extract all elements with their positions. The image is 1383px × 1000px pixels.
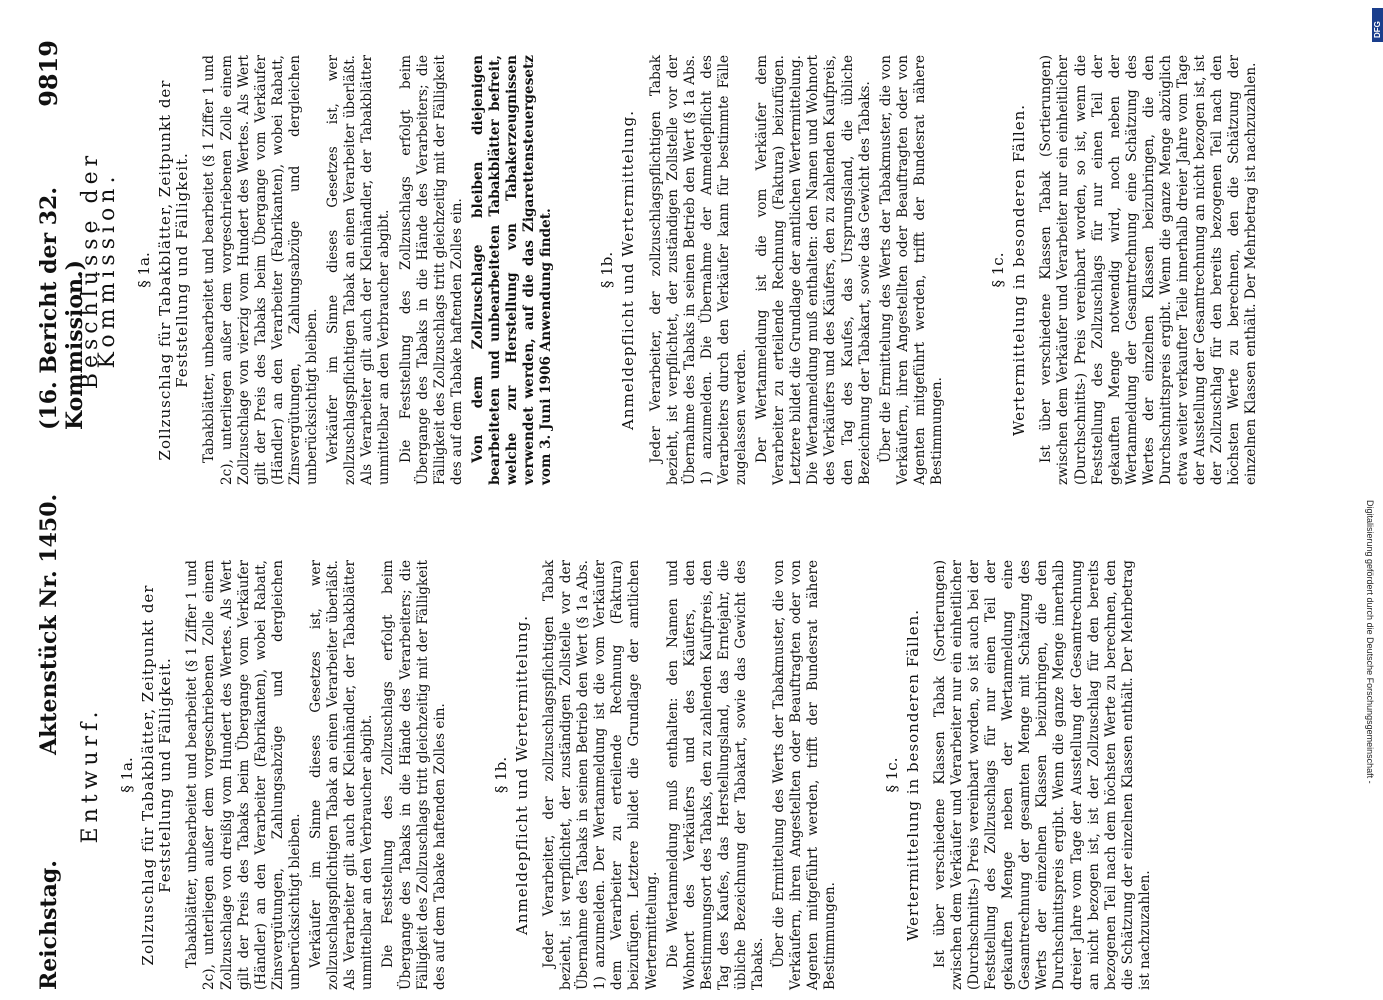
body-text: Der Wertanmeldung ist die vom Verkäufer dem Verarbeiter zu erteilende Rechnung (Faktura) beizufügen. Letztere bildet die Grundlage der amtlichen Wertermittelung. Die Wertanmeldung muß enthalten: den Namen und Wohnort des Verkäufers und des Käufers, den zu zahlenden Kaufpreis, den Tag des Kaufes, das Ursprungsland, die übliche Bezeichnung der Tabakart, sowie das Gewicht des Tabaks. xyxy=(754,55,873,485)
body-text: Über die Ermittelung des Werts der Tabakmuster, die von Verkäufern, ihren Angestellten oder Beauftragten oder von Agenten mitgeführt werden, trifft der Bundesrat nähere Bestimmungen. xyxy=(877,55,946,485)
section-title: Anmeldepflicht und Wertermittelung. xyxy=(512,615,531,935)
body-text: Tabakblätter, unbearbeitet und bearbeitet (§ 1 Ziffer 1 und 2c), unterliegen außer dem vorgeschriebenen Zolle einem Zollzuschlage von vierzig vom Hundert des Wertes. Als Wert gilt der Preis des Tabaks beim Übergange vom Verkäufer (Händler) an den Verarbeiter (Fabrikanten), wobei Rabatt, Zinsvergütungen, Zahlungsabzüge und dergleichen unberücksichtigt bleiben. xyxy=(201,55,321,485)
section-title: Wertermittelung in besonderen Fällen. xyxy=(1010,103,1029,437)
body-text: Verkäufer im Sinne dieses Gesetzes ist, wer zollzuschlagspflichtigen Tabak an einen Verarbeiter überläßt. Als Verarbeiter gilt auch der Kleinhändler, der Tabakblätter unmittelbar an den Verbraucher abgibt. xyxy=(325,55,393,485)
paragraph-number: § 1a. xyxy=(118,757,137,793)
header-document-number: Aktenstück Nr. 1450. xyxy=(36,493,62,755)
rotated-page xyxy=(30,40,1370,990)
body-text: Die Wertanmeldung muß enthalten: den Namen und Wohnort des Verkäufers und des Käufers, den Bestimmungsort des Tabaks, den zu zahlenden Kaufpreis, den Tag des Kaufes, das Herstellungsland, das Erntejahr, die übliche Bezeichnung der Tabakart, sowie das Gewicht des Tabaks. xyxy=(664,560,767,990)
section-title: Anmeldepflicht und Wertermittelung. xyxy=(619,110,638,430)
header-report: (16. Bericht der 32. Kommission.) xyxy=(36,187,88,430)
digitization-credit: Digitalisierung gefördert durch die Deutsche Forschungsgemeinschaft - xyxy=(1365,500,1375,784)
column-heading: Beschlüsse der Kommission. xyxy=(78,150,121,390)
header-left: Reichstag. xyxy=(36,860,62,990)
body-text: Über die Ermittelung des Werts der Tabakmuster, die von Verkäufern, ihren Angestellten oder Beauftragten oder von Agenten mitgeführt werden, trifft der Bundesrat nähere Bestimmungen. xyxy=(771,560,839,990)
body-text: Jeder Verarbeiter, der zollzuschlagspflichtigen Tabak bezieht, ist verpflichtet, der zuständigen Zollstelle vor der Übernahme des Tabaks in seinen Betrieb den Wert (§ 1a Abs. 1) anzumelden. Der Wertanmeldung ist die vom Verkäufer dem Verarbeiter zu erteilende Rechnung (Faktura) beizufügen. Letztere bildet die Grundlage der amtlichen Wertermittelung. xyxy=(540,560,660,990)
dfg-logo: DFG xyxy=(1372,8,1383,42)
section-title: Zollzuschlag für Tabakblätter, Zeitpunkt der Feststellung und Fälligkeit. xyxy=(156,79,192,461)
paragraph-number: § 1c. xyxy=(882,757,901,793)
left-column xyxy=(80,560,1158,990)
paragraph-number: § 1b. xyxy=(598,251,617,289)
right-column xyxy=(80,55,1265,485)
paragraph-number: § 1c. xyxy=(989,252,1008,288)
section-title: Zollzuschlag für Tabakblätter, Zeitpunkt der Feststellung und Fälligkeit. xyxy=(139,584,175,966)
section-title: Wertermittelung in besonderen Fällen. xyxy=(903,608,922,942)
body-text-bold: Von dem Zollzuschlage bleiben diejenigen bearbeiteten und unbearbeiteten Tabakblätter befreit, welche zur Herstellung von Tabakerzeugnissen verwendet werden, auf die das Zigarettensteuergesetz vom 3. Juni 1906 Anwendung findet. xyxy=(469,55,555,485)
paragraph-number: § 1a. xyxy=(135,252,154,288)
body-text: Verkäufer im Sinne dieses Gesetzes ist, wer zollzuschlagspflichtigen Tabak an einen Verarbeiter überläßt. Als Verarbeiter gilt auch der Kleinhändler, der Tabakblätter unmittelbar an den Verbraucher abgibt. xyxy=(308,560,376,990)
paragraph-number: § 1b. xyxy=(491,756,510,794)
page-number: 9819 xyxy=(34,40,63,107)
body-text: Tabakblätter, unbearbeitet und bearbeitet (§ 1 Ziffer 1 und 2c), unterliegen außer dem vorgeschriebenen Zolle einem Zollzuschlage von dreißig vom Hundert des Wertes. Als Wert gilt der Preis des Tabaks beim Übergange vom Verkäufer (Händler) an den Verarbeiter (Fabrikanten), wobei Rabatt, Zinsvergütungen, Zahlungsabzüge und dergleichen unberücksichtigt bleiben. xyxy=(184,560,303,990)
body-text: Die Feststellung des Zollzuschlags erfolgt beim Übergange des Tabaks in die Hände des Verarbeiters; die Fälligkeit des Zollzuschlags tritt gleichzeitig mit der Fälligkeit des auf dem Tabake haftenden Zolles ein. xyxy=(397,55,465,485)
column-heading: Entwurf. xyxy=(78,706,103,844)
body-text: Jeder Verarbeiter, der zollzuschlagspflichtigen Tabak bezieht, ist verpflichtet, der zuständigen Zollstelle vor der Übernahme des Tabaks in seinen Betrieb den Wert (§ 1a Abs. 1) anzumelden. Die Übernahme der Anmeldepflicht des Verarbeiters durch den Verkäufer kann für bestimmte Fälle zugelassen werden. xyxy=(647,55,749,485)
body-text: Die Feststellung des Zollzuschlags erfolgt beim Übergange des Tabaks in die Hände des Verarbeiters; die Fälligkeit des Zollzuschlags tritt gleichzeitig mit der Fälligkeit des auf dem Tabake haftenden Zolles ein. xyxy=(380,560,448,990)
body-text: Ist über verschiedene Klassen Tabak (Sortierungen) zwischen dem Verkäufer und Verarbeiter nur ein einheitlicher (Durchschnitts-) Preis vereinbart worden, so ist auch bei der Feststellung des Zollzuschlags für nur einen Teil der gekauften Menge neben der Wertanmeldung eine Gesamtrechnung der gesamten Menge mit Schätzung des Werts der einzelnen Klassen beizubringen, die den Durchschnittspreis ergibt. Wenn die ganze Menge innerhalb dreier Jahre vom Tage der Ausstellung der Gesamtrechnung an nicht bezogen ist, ist der Zollzuschlag für den bereits bezogenen Teil nach dem höchsten Werte zu berechnen, den die Schätzung der einzelnen Klassen enthält. Der Mehrbetrag ist nachzuzahlen. xyxy=(931,560,1153,990)
page-header xyxy=(30,40,88,990)
body-text: Ist über verschiedene Klassen Tabak (Sortierungen) zwischen dem Verkäufer und Verarbeiter nur ein einheitlicher (Durchschnitts-) Preis vereinbart worden, so ist, wenn die Feststellung des Zollzuschlags für nur einen Teil der gekauften Menge notwendig wird, noch neben der Wertanmeldung der Gesamtrechnung eine Schätzung des Wertes der einzelnen Klassen beizubringen, die den Durchschnittspreis ergibt. Wenn die ganze Menge abzüglich etwa weiter verkaufter Teile innerhalb dreier Jahre vom Tage der Ausstellung der Gesamtrechnung an nicht bezogen ist, ist der Zollzuschlag für den bereits bezogenen Teil nach den höchsten Werte zu berechnen, den die Schätzung der einzelnen Klassen enthält. Der Mehrbetrag ist nachzuzahlen. xyxy=(1038,55,1260,485)
